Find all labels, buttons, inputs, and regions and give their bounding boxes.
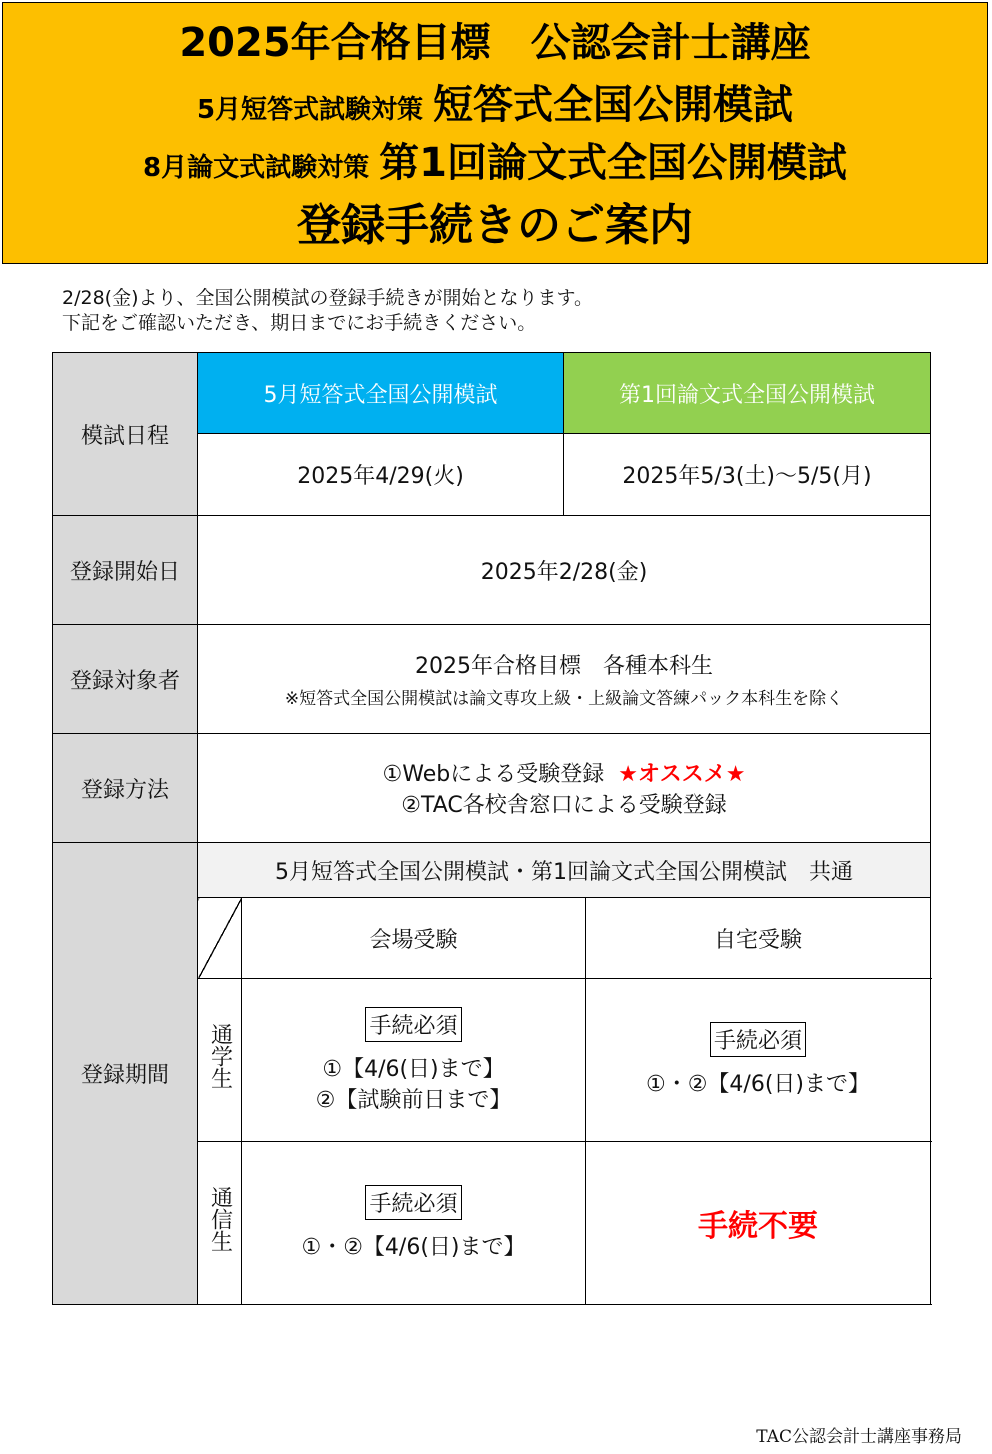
banner-line-2-big: 短答式全国公開模試 — [433, 82, 794, 128]
footer-office: TAC公認会計士講座事務局 — [756, 1427, 962, 1447]
required-badge: 手続必須 — [365, 1007, 461, 1042]
corr-venue-deadline: ①・②【4/6(日)まで】 — [301, 1235, 526, 1260]
commuter-venue-deadline-1: ①【4/6(日)まで】 — [322, 1056, 505, 1082]
intro-line-2: 下記をご確認いただき、期日までにお手続きください。 — [62, 312, 537, 334]
banner-line-1: 2025年合格目標 公認会計士講座 — [179, 20, 811, 66]
banner-line-2-small: 5月短答式試験対策 — [196, 95, 424, 125]
method-label: 登録方法 — [53, 734, 198, 843]
venue-header: 会場受験 — [242, 898, 586, 979]
short-answer-date: 2025年4/29(火) — [198, 434, 564, 516]
intro-text — [62, 286, 593, 336]
essay-date: 2025年5/3(土)～5/5(月) — [564, 434, 931, 516]
title-banner — [2, 2, 988, 264]
short-answer-header: 5月短答式全国公開模試 — [198, 353, 564, 434]
target-value: 2025年合格目標 各種本科生 — [415, 654, 713, 679]
banner-line-3-small: 8月論文式試験対策 — [143, 153, 370, 183]
start-label: 登録開始日 — [53, 516, 198, 625]
banner-line-3 — [3, 137, 987, 197]
corr-venue-cell — [242, 1142, 586, 1305]
essay-header: 第1回論文式全国公開模試 — [564, 353, 931, 434]
required-badge: 手続必須 — [365, 1185, 461, 1220]
method-web — [198, 757, 930, 788]
banner-line-4: 登録手続きのご案内 — [297, 200, 693, 251]
banner-line-3-big: 第1回論文式全国公開模試 — [379, 140, 847, 186]
target-label: 登録対象者 — [53, 625, 198, 734]
commuter-home-cell — [586, 979, 931, 1142]
diagonal-cell — [198, 898, 242, 979]
correspondence-label — [198, 1142, 242, 1305]
target-cell — [198, 625, 931, 734]
method-counter: ②TAC各校舎窓口による受験登録 — [401, 793, 727, 818]
target-note: ※短答式全国公開模試は論文専攻上級・上級論文答練パック本科生を除く — [284, 689, 844, 709]
corr-home-cell — [586, 1142, 931, 1305]
commuter-label-text: 通学生 — [207, 1022, 233, 1089]
period-label: 登録期間 — [53, 843, 198, 1305]
required-badge: 手続必須 — [710, 1022, 806, 1057]
start-value: 2025年2/28(金) — [198, 516, 931, 625]
correspondence-label-text: 通信生 — [207, 1185, 233, 1252]
intro-line-1: 2/28(金)より、全国公開模試の登録手続きが開始となります。 — [62, 287, 593, 309]
home-header: 自宅受験 — [586, 898, 931, 979]
method-cell — [198, 734, 931, 843]
recommend-badge: ★オススメ★ — [618, 762, 746, 787]
method-web-text: ①Webによる受験登録 — [382, 762, 605, 787]
commuter-home-deadline: ①・②【4/6(日)まで】 — [645, 1072, 871, 1097]
no-procedure-needed: 手続不要 — [698, 1209, 818, 1244]
banner-line-2 — [3, 79, 987, 139]
period-common: 5月短答式全国公開模試・第1回論文式全国公開模試 共通 — [198, 843, 931, 898]
commuter-label — [198, 979, 242, 1142]
commuter-venue-cell — [242, 979, 586, 1142]
commuter-venue-deadline-2: ②【試験前日まで】 — [315, 1087, 512, 1113]
schedule-label: 模試日程 — [53, 353, 198, 516]
registration-info-table — [52, 352, 931, 1305]
